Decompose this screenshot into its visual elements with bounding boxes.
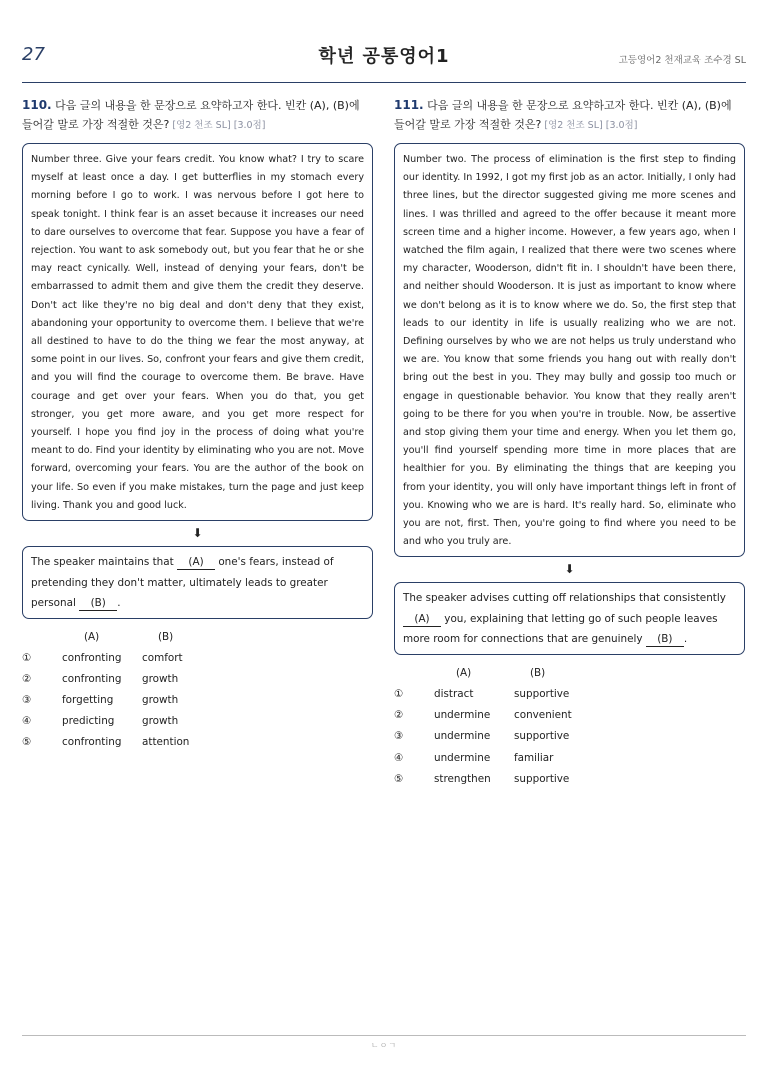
question-111 xyxy=(394,96,745,790)
choice-b: supportive xyxy=(514,687,570,700)
choice-a: undermine xyxy=(434,751,491,764)
choice-b: growth xyxy=(142,693,179,706)
blank-a: (A) xyxy=(403,612,441,627)
choice-number: ① xyxy=(22,651,32,664)
choice-option[interactable] xyxy=(22,732,373,753)
choice-number: ② xyxy=(22,672,32,685)
choice-option[interactable] xyxy=(22,711,373,732)
choice-number: ③ xyxy=(394,730,404,743)
choice-number: ④ xyxy=(22,715,32,728)
choice-option[interactable] xyxy=(22,690,373,711)
blank-a: (A) xyxy=(177,555,215,570)
question-prompt: 다음 글의 내용을 한 문장으로 요약하고자 한다. 빈칸 (A), (B)에 들어갈 말로 가장 적절한 것은? xyxy=(394,99,732,131)
choice-a: distract xyxy=(434,687,474,700)
question-prompt: 다음 글의 내용을 한 문장으로 요약하고자 한다. 빈칸 (A), (B)에 들어갈 말로 가장 적절한 것은? xyxy=(22,99,360,131)
blank-b: (B) xyxy=(79,596,117,611)
choice-a: confronting xyxy=(62,651,122,664)
choices-header xyxy=(22,627,373,648)
question-110 xyxy=(22,96,373,754)
blank-b: (B) xyxy=(646,632,684,647)
choice-a: confronting xyxy=(62,672,122,685)
choice-number: ③ xyxy=(22,693,32,706)
choice-number: ④ xyxy=(394,751,404,764)
summary-text: The speaker maintains that xyxy=(31,556,178,569)
choice-number: ① xyxy=(394,687,404,700)
question-points: [3.0점] xyxy=(230,120,266,131)
column-a-label: (A) xyxy=(456,666,472,679)
passage-box: Number two. The process of elimination is the first step to finding our identity. In 1992, I got my first job as an actor. Initially, I only had three lines, but the director suggested giving me more scenes and lines. I was thrilled and agreed to the offer because it meant more screen time and a higher income. However, a few years ago, when I watched the film again, I realized that there were two scenes where my character, Wooderson, didn't fit in. I shouldn't have been there, and neither should Wooderson. It is just as important to know where we don't belong as it is to know where we do. So, the first step that leads to our identity in life is usually realizing who we are not. Defining ourselves by who we are not helps us truly understand who we are. You know that some friends you hang out with really don't bring out the best in you. They may bully and gossip too much or engage in questionable behavior. You know that they really aren't going to be there for you when you're in trouble. Now, be assertive and stop giving them your time and energy. When you let them go, you'll find yourself spending more time in more places that are healthier for you. By eliminating the things that are keeping you from your identity, you will only have important things left in front of you. Knowing who we are is hard. It's really hard. So, eliminate who you are not, first. Then, you're going to find where you need to be and who you truly are. xyxy=(394,143,745,557)
question-header xyxy=(394,96,745,135)
choice-b: familiar xyxy=(514,751,554,764)
choice-option[interactable] xyxy=(394,705,745,726)
choice-a: forgetting xyxy=(62,693,114,706)
choice-option[interactable] xyxy=(394,684,745,705)
question-source-tag: [영2 천조 SL] xyxy=(169,120,231,131)
choice-b: attention xyxy=(142,736,190,749)
choice-b: growth xyxy=(142,672,179,685)
question-source-tag: [영2 천조 SL] xyxy=(541,120,603,131)
page-footer xyxy=(22,1035,746,1050)
page-title: 학년 공통영어1 xyxy=(318,46,450,67)
column-a-label: (A) xyxy=(84,630,100,643)
column-b-label: (B) xyxy=(530,666,546,679)
question-points: [3.0점] xyxy=(602,120,638,131)
choice-number: ⑤ xyxy=(394,772,404,785)
passage-box: Number three. Give your fears credit. You know what? I try to scare myself at least once a day. I get butterflies in my stomach every morning before I go to work. I was nervous before I got here to speak tonight. I think fear is an asset because it increases our need to dare ourselves to overcome that fear. Suppose you have a fear of rejection. You want to ask somebody out, but you fear that he or she may react cynically. Well, instead of denying your fears, don't be embarrassed to admit them and give them the credit they deserve. Don't act like they're no big deal and don't deny that they exist, abandoning your opportunity to overcome them. I believe that we're all destined to have to do the thing we fear the most anyway, at some point in our lives. So, confront your fears and give them credit, and you will find the courage to overcome them. Be brave. Have courage and get over your fears. When you do that, you get stronger, you get more aware, and you get more respect for yourself. I hope you find joy in the process of doing what you're meant to do. Find your identity by eliminating who you are not. Move forward, overcoming your fears. You are the author of the book on your life. So even if you make mistakes, turn the page and just keep living. Thank you and good luck. xyxy=(22,143,373,521)
summary-box xyxy=(394,582,745,655)
down-arrow-icon: ⬇ xyxy=(564,562,575,577)
choice-a: strengthen xyxy=(434,772,491,785)
choice-b: growth xyxy=(142,715,179,728)
choice-number: ② xyxy=(394,709,404,722)
choice-a: confronting xyxy=(62,736,122,749)
choice-a: predicting xyxy=(62,715,115,728)
page-header xyxy=(22,38,746,83)
summary-text: one's fears, instead of pretending they don't matter, ultimately leads to greater personal xyxy=(31,556,334,610)
question-header xyxy=(22,96,373,135)
column-b-label: (B) xyxy=(158,630,174,643)
summary-box xyxy=(22,546,373,619)
summary-text: The speaker advises cutting off relationships that consistently xyxy=(403,592,726,605)
choice-a: undermine xyxy=(434,709,491,722)
page-number: 27 xyxy=(22,44,45,65)
choice-a: undermine xyxy=(434,730,491,743)
summary-text: . xyxy=(683,633,688,646)
page-subtitle: 고등영어2 천재교육 조수경 SL xyxy=(618,55,746,66)
choice-b: supportive xyxy=(514,772,570,785)
choices-header xyxy=(394,663,745,684)
choice-b: convenient xyxy=(514,709,572,722)
down-arrow-icon: ⬇ xyxy=(192,526,203,541)
question-number: 111. xyxy=(394,98,424,112)
summary-text: you, explaining that letting go of such people leaves more room for connections that are genuinely xyxy=(403,612,718,646)
question-number: 110. xyxy=(22,98,52,112)
choice-option[interactable] xyxy=(394,769,745,790)
choice-b: supportive xyxy=(514,730,570,743)
summary-text: . xyxy=(117,597,121,610)
choice-option[interactable] xyxy=(394,748,745,769)
choice-option[interactable] xyxy=(394,726,745,747)
choice-option[interactable] xyxy=(22,669,373,690)
answer-choices xyxy=(394,663,745,790)
choice-option[interactable] xyxy=(22,648,373,669)
choice-b: comfort xyxy=(142,651,183,664)
footer-mark: ㄴㅇㄱ xyxy=(370,1041,398,1050)
answer-choices xyxy=(22,627,373,754)
choice-number: ⑤ xyxy=(22,736,32,749)
